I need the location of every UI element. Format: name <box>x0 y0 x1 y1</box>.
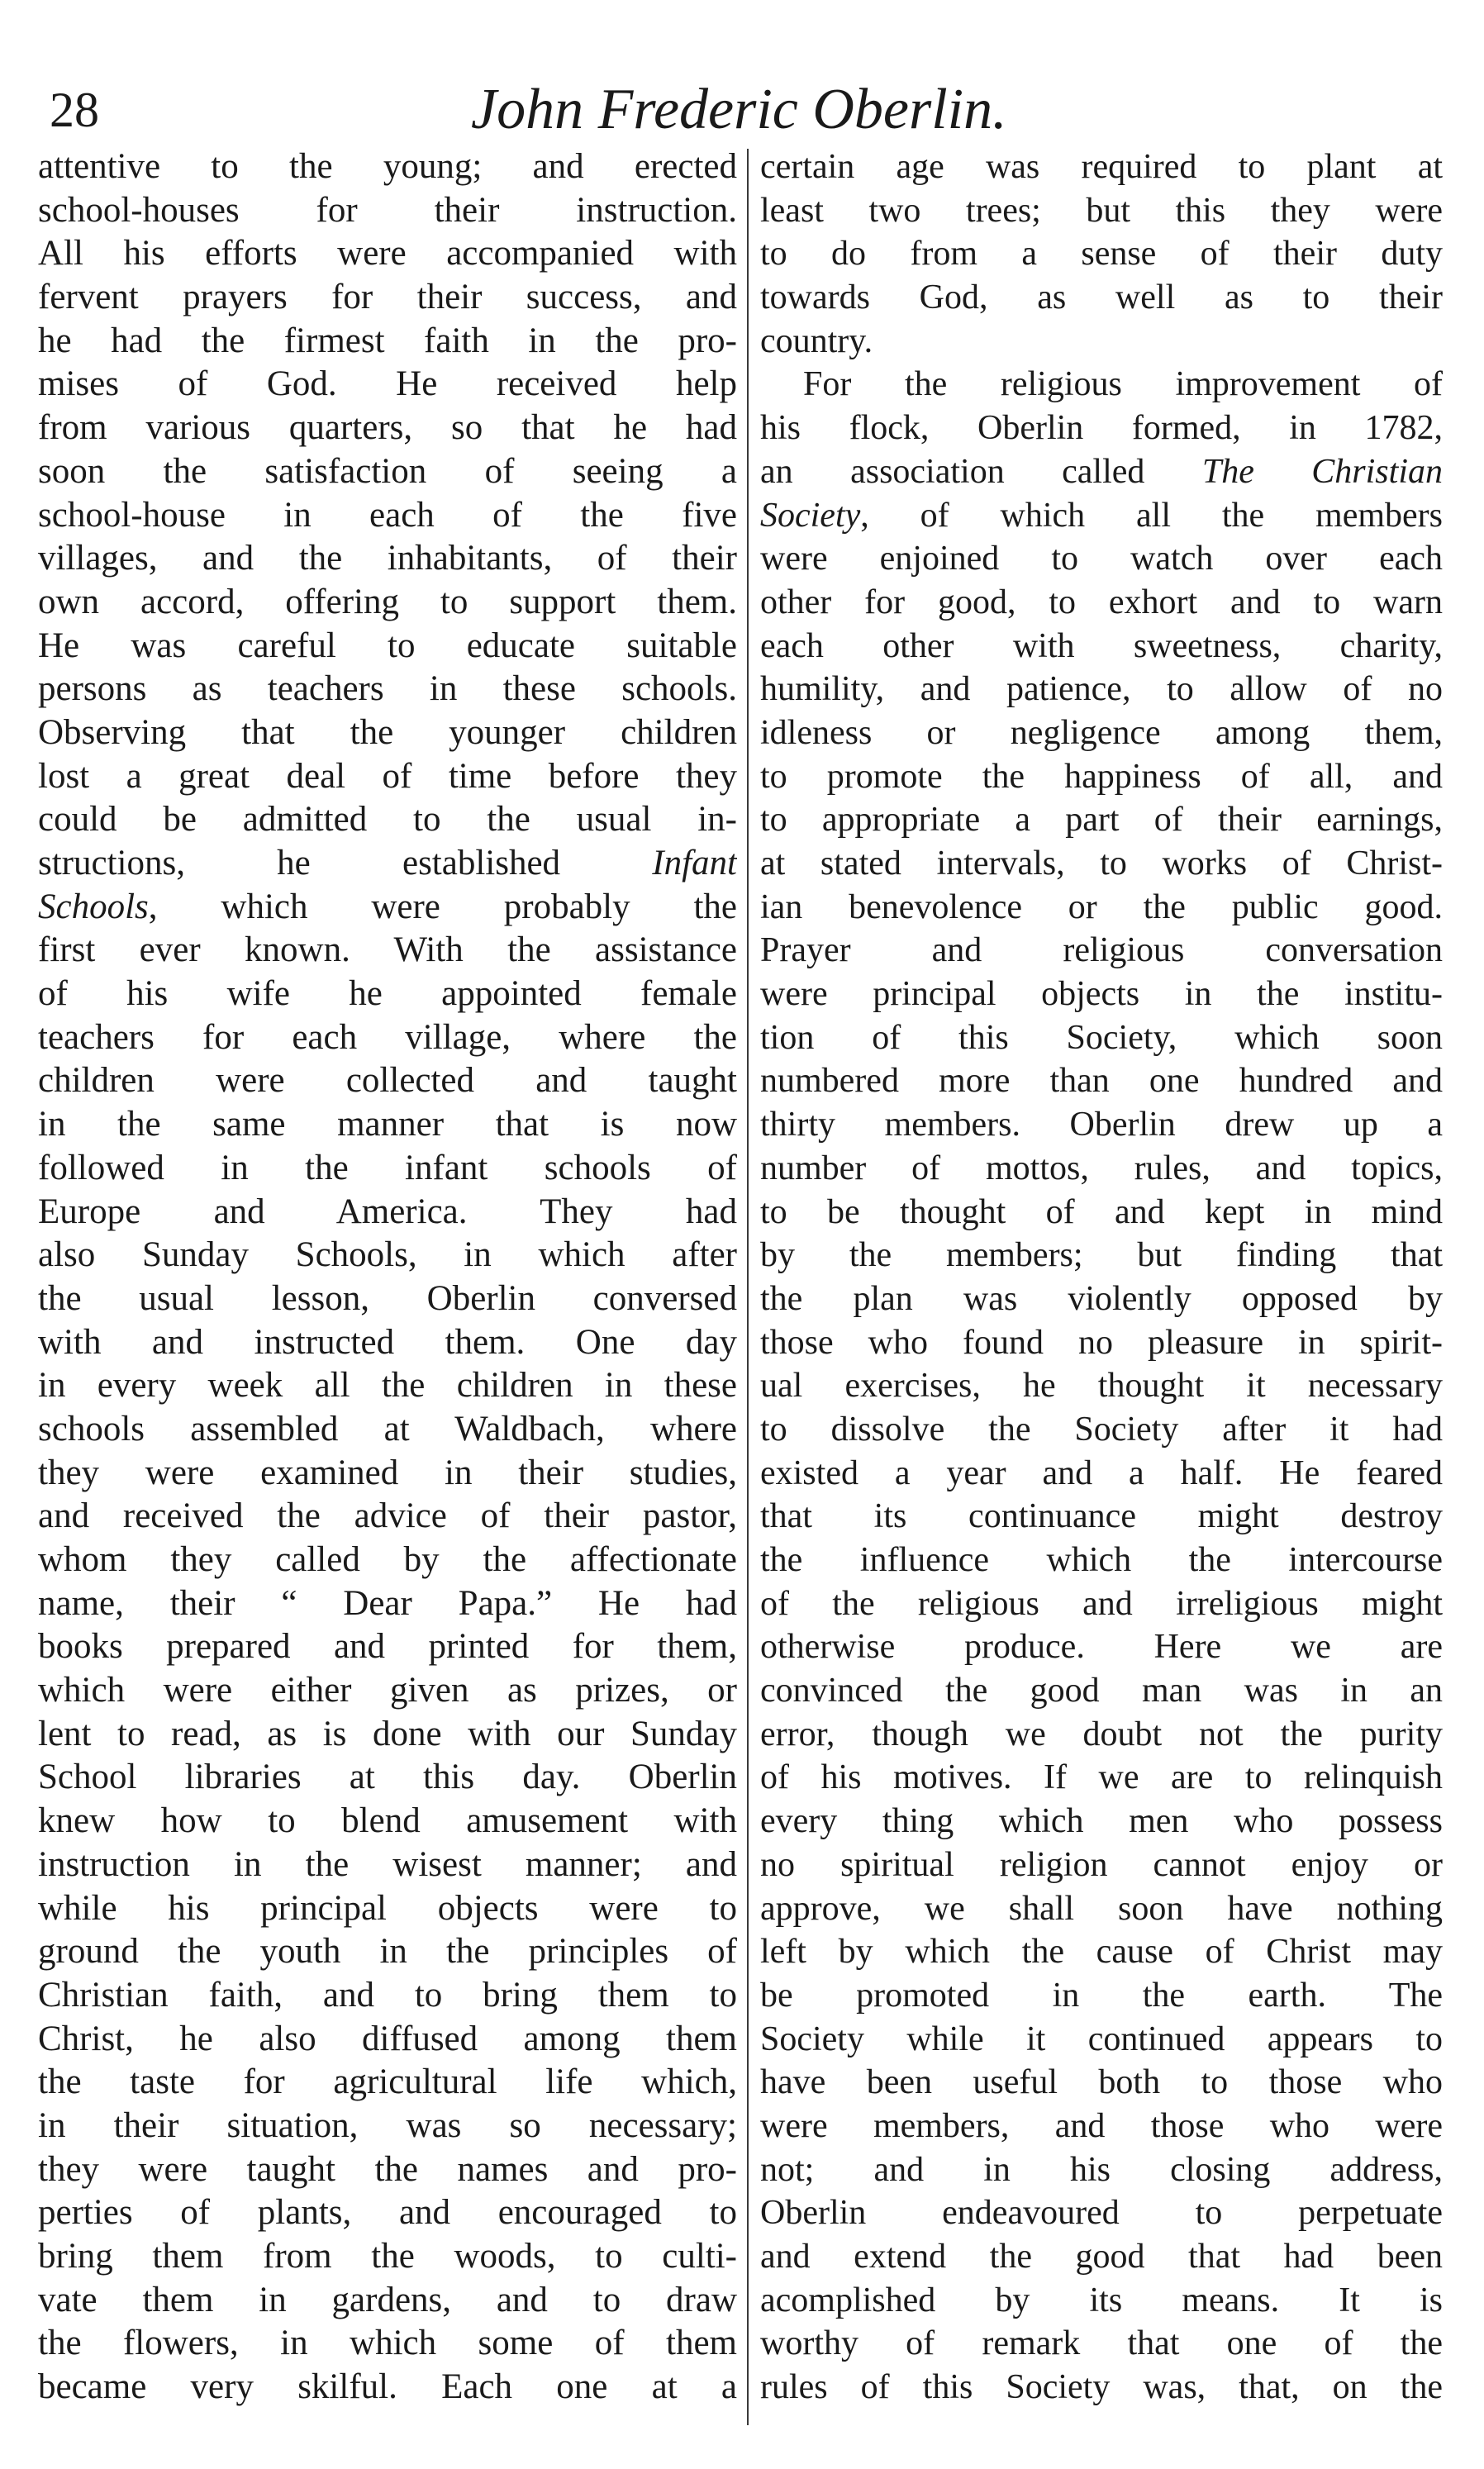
text-line: mises of God. He received help <box>38 364 737 404</box>
text-line: other for good, to exhort and to warn <box>760 583 1443 621</box>
text-line: whom they called by the affectionate <box>38 1540 737 1579</box>
text-line: and extend the good that had been <box>760 2238 1443 2276</box>
text-line: the taste for agricultural life which, <box>38 2062 737 2102</box>
text-line: his flock, Oberlin formed, in 1782, <box>760 409 1443 448</box>
text-line: tion of this Society, which soon <box>760 1018 1443 1057</box>
text-line: persons as teachers in these schools. <box>38 669 737 709</box>
text-line: name, their “ Dear Papa.” He had <box>38 1583 737 1623</box>
text-line: became very skilful. Each one at a <box>38 2367 737 2407</box>
text-line: which were either given as prizes, or <box>38 1671 737 1710</box>
text-line: knew how to blend amusement with <box>38 1801 737 1841</box>
text-line: Oberlin endeavoured to perpetuate <box>760 2194 1443 2233</box>
text-line: each other with sweetness, charity, <box>760 626 1443 665</box>
text-line: those who found no pleasure in spirit- <box>760 1323 1443 1362</box>
text-line: humility, and patience, to allow of no <box>760 670 1443 709</box>
italic-phrase: Society <box>760 496 861 535</box>
text-line: the plan was violently opposed by <box>760 1279 1443 1318</box>
text-line: were principal objects in the institu- <box>760 975 1443 1014</box>
text-line: Schools, which were probably the <box>38 887 737 926</box>
text-line: idleness or negligence among them, <box>760 713 1443 752</box>
text-line: ian benevolence or the public good. <box>760 887 1443 926</box>
text-line: All his efforts were accompanied with <box>38 234 737 274</box>
text-line: existed a year and a half. He feared <box>760 1453 1443 1492</box>
text-line: structions, he established Infant <box>38 844 737 882</box>
text-line: approve, we shall soon have nothing <box>760 1889 1443 1928</box>
text-line: books prepared and printed for them, <box>38 1627 737 1667</box>
text-line: to promote the happiness of all, and <box>760 757 1443 796</box>
text-line: school-houses for their instruction. <box>38 190 737 230</box>
text-line: in their situation, was so necessary; <box>38 2105 737 2145</box>
right-column <box>760 145 1443 2410</box>
left-column <box>38 145 737 2410</box>
text-line: bring them from the woods, to culti- <box>38 2237 737 2276</box>
text-line: while his principal objects were to <box>38 1888 737 1928</box>
text-line: schools assembled at Waldbach, where <box>38 1409 737 1449</box>
text-line: numbered more than one hundred and <box>760 1062 1443 1101</box>
text-line: error, though we doubt not the purity <box>760 1715 1443 1753</box>
text-line: School libraries at this day. Oberlin <box>38 1758 737 1797</box>
text-line: in the same manner that is now <box>38 1105 737 1144</box>
text-line: ual exercises, he thought it necessary <box>760 1367 1443 1406</box>
text-line: acomplished by its means. It is <box>760 2281 1443 2319</box>
italic-phrase: The Christian <box>1201 452 1443 491</box>
text-line: to be thought of and kept in mind <box>760 1192 1443 1231</box>
text-line: country. <box>760 321 873 360</box>
text-line: of his wife he appointed female <box>38 974 737 1014</box>
text-line: Society while it continued appears to <box>760 2019 1443 2058</box>
text-line: also Sunday Schools, in which after <box>38 1235 737 1275</box>
text-line: Society, of which all the members <box>760 496 1443 535</box>
text-line: rules of this Society was, that, on the <box>760 2368 1443 2407</box>
text-line: number of mottos, rules, and topics, <box>760 1149 1443 1187</box>
text-line: fervent prayers for their success, and <box>38 278 737 317</box>
text-line: be promoted in the earth. The <box>760 1976 1443 2015</box>
page-header <box>33 73 1438 152</box>
italic-phrase: Infant <box>652 844 737 882</box>
text-line: school-house in each of the five <box>38 495 737 535</box>
text-line: to do from a sense of their duty <box>760 235 1443 274</box>
text-line: attentive to the young; and erected <box>38 147 737 186</box>
text-line: own accord, offering to support them. <box>38 582 737 621</box>
text-line: children were collected and taught <box>38 1061 737 1101</box>
text-line: left by which the cause of Christ may <box>760 1933 1443 1972</box>
text-line: with and instructed them. One day <box>38 1322 737 1362</box>
text-line: that its continuance might destroy <box>760 1497 1443 1536</box>
text-line: they were taught the names and pro- <box>38 2149 737 2189</box>
text-line: the usual lesson, Oberlin conversed <box>38 1278 737 1318</box>
text-line: at stated intervals, to works of Christ- <box>760 844 1443 882</box>
text-line: from various quarters, so that he had <box>38 408 737 448</box>
text-line: to appropriate a part of their earnings, <box>760 801 1443 840</box>
text-line: least two trees; but this they were <box>760 191 1443 230</box>
text-line: followed in the infant schools of <box>38 1148 737 1187</box>
text-line: Christ, he also diffused among them <box>38 2019 737 2058</box>
text-line: lost a great deal of time before they <box>38 756 737 796</box>
text-line: perties of plants, and encouraged to <box>38 2193 737 2233</box>
italic-phrase: Schools <box>38 887 149 926</box>
text-line: the influence which the intercourse <box>760 1541 1443 1579</box>
text-line: Observing that the younger children <box>38 712 737 752</box>
text-line: For the religious improvement of <box>803 365 1443 404</box>
text-line: the flowers, in which some of them <box>38 2324 737 2363</box>
text-line: of the religious and irreligious might <box>760 1584 1443 1623</box>
text-line: Prayer and religious conversation <box>760 931 1443 970</box>
text-line: no spiritual religion cannot enjoy or <box>760 1845 1443 1884</box>
text-line: worthy of remark that one of the <box>760 2324 1443 2363</box>
running-head: John Frederic Oberlin. <box>471 78 1007 141</box>
text-line: have been useful both to those who <box>760 2063 1443 2102</box>
text-line: vate them in gardens, and to draw <box>38 2280 737 2319</box>
text-line: by the members; but finding that <box>760 1236 1443 1275</box>
text-line: towards God, as well as to their <box>760 278 1443 317</box>
text-line: not; and in his closing address, <box>760 2150 1443 2189</box>
text-line: of his motives. If we are to relinquish <box>760 1758 1443 1797</box>
text-line: thirty members. Oberlin drew up a <box>760 1106 1443 1144</box>
column-divider <box>747 149 749 2425</box>
page-number: 28 <box>50 83 99 137</box>
text-line: were enjoined to watch over each <box>760 540 1443 578</box>
text-line: certain age was required to plant at <box>760 148 1443 186</box>
text-line: ground the youth in the principles of <box>38 1932 737 1972</box>
text-line: teachers for each village, where the <box>38 1017 737 1057</box>
text-line: were members, and those who were <box>760 2106 1443 2145</box>
text-line: He was careful to educate suitable <box>38 626 737 665</box>
text-line: every thing which men who possess <box>760 1802 1443 1841</box>
text-line: an association called The Christian <box>760 452 1443 491</box>
text-line: soon the satisfaction of seeing a <box>38 451 737 491</box>
text-line: lent to read, as is done with our Sunday <box>38 1714 737 1753</box>
text-line: otherwise produce. Here we are <box>760 1628 1443 1667</box>
text-line: to dissolve the Society after it had <box>760 1410 1443 1449</box>
text-line: could be admitted to the usual in- <box>38 800 737 840</box>
text-line: Christian faith, and to bring them to <box>38 1975 737 2015</box>
text-line: they were examined in their studies, <box>38 1453 737 1492</box>
text-line: convinced the good man was in an <box>760 1672 1443 1710</box>
text-line: Europe and America. They had <box>38 1192 737 1231</box>
text-line: villages, and the inhabitants, of their <box>38 539 737 578</box>
text-line: in every week all the children in these <box>38 1366 737 1406</box>
text-line: and received the advice of their pastor, <box>38 1496 737 1536</box>
text-line: instruction in the wisest manner; and <box>38 1844 737 1884</box>
text-line: he had the firmest faith in the pro- <box>38 321 737 360</box>
text-line: first ever known. With the assistance <box>38 930 737 970</box>
